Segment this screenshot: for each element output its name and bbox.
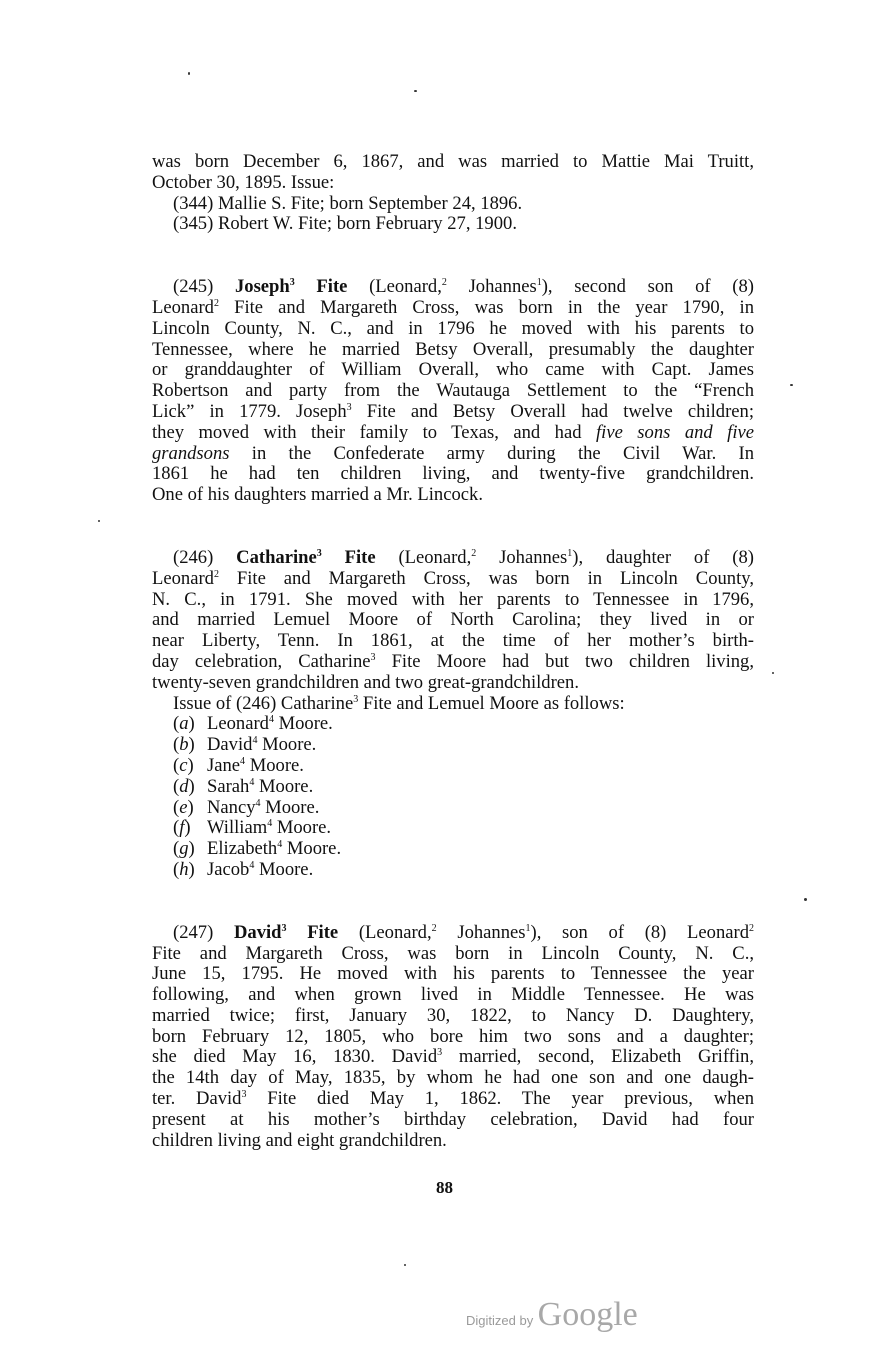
scan-speck: [98, 520, 100, 522]
text-line: near Liberty, Tenn. In 1861, at the time of her mother’s birth-: [152, 630, 754, 652]
text-line: 1861 he had ten children living, and twenty-five grandchildren.: [152, 463, 754, 485]
digitized-by-google-watermark: [466, 1296, 638, 1334]
child-item: (d) Sarah$^4$ Moore.: [173, 775, 314, 797]
child-item: (h) Jacob$^4$ Moore.: [173, 858, 314, 880]
entry-number: (245): [173, 276, 214, 298]
text-line: Tennessee, where he married Betsy Overall, presumably the daughter: [152, 338, 754, 360]
child-item: (c) Jane$^4$ Moore.: [173, 754, 304, 776]
children-list: [152, 714, 754, 880]
issue-number: (344): [173, 192, 214, 214]
text-line: day celebration, Catharine$^3$ Fite Moore had but two children living,: [152, 650, 754, 672]
intro-paragraph: [152, 152, 754, 235]
entry-heading-line: (247) David$^3$ Fite (Leonard,$^2$ Johannes$^1$), son of (8) Leonard$^2$: [173, 921, 754, 943]
child-item: (e) Nancy$^4$ Moore.: [173, 796, 320, 818]
entry-name: David$^3$ Fite: [233, 921, 339, 943]
entry-number: (247): [173, 921, 214, 943]
entry-name: Joseph$^3$ Fite: [234, 276, 348, 298]
scan-speck: [790, 384, 793, 386]
scan-speck: [414, 90, 417, 92]
child-item: (a) Leonard$^4$ Moore.: [173, 713, 333, 735]
text-line: October 30, 1895. Issue:: [152, 171, 335, 193]
issue-number: (345): [173, 213, 214, 235]
text-line: born February 12, 1805, who bore him two sons and a daughter;: [152, 1025, 754, 1047]
text-line: ter. David$^3$ Fite died May 1, 1862. The year previous, when: [152, 1088, 754, 1110]
scan-speck: [772, 672, 774, 674]
text-line: Lick” in 1779. Joseph$^3$ Fite and Betsy Overall had twelve children;: [152, 400, 754, 422]
text-line: twenty-seven grandchildren and two great-grandchildren.: [152, 671, 579, 693]
text-line: and married Lemuel Moore of North Carolina; they lived in or: [152, 609, 754, 631]
issue-item: [152, 214, 754, 235]
issue-text: Mallie S. Fite; born September 24, 1896.: [217, 192, 523, 214]
issue-intro: Issue of (246) Catharine$^3$ Fite and Lemuel Moore as follows:: [173, 692, 625, 714]
google-logo-text: Google: [537, 1296, 638, 1333]
entry-number: (246): [173, 546, 214, 568]
text-line: Lincoln County, N. C., and in 1796 he moved with his parents to: [152, 317, 754, 339]
text-line: N. C., in 1791. She moved with her parents to Tennessee in 1796,: [152, 588, 754, 610]
text-line: grandsons in the Confederate army during the Civil War. In: [152, 442, 754, 464]
text-line: she died May 16, 1830. David$^3$ married, second, Elizabeth Griffin,: [152, 1046, 754, 1068]
child-item: (f) William$^4$ Moore.: [173, 817, 332, 839]
text-line: June 15, 1795. He moved with his parents to Tennessee the year: [152, 963, 754, 985]
child-item: (b) David$^4$ Moore.: [173, 734, 317, 756]
entry-heading-line: (246) Catharine$^3$ Fite (Leonard,$^2$ Johannes$^1$), daughter of (8): [173, 546, 754, 568]
scan-speck: [404, 1264, 406, 1266]
issue-text: Robert W. Fite; born February 27, 1900.: [217, 213, 517, 235]
scan-speck: [188, 72, 190, 75]
entry-247: [152, 923, 754, 1152]
book-page-text: [152, 152, 754, 1151]
issue-item: [152, 194, 754, 215]
text-line: One of his daughters married a Mr. Lincock.: [152, 484, 483, 506]
text-line: Robertson and party from the Wautauga Settlement to the “French: [152, 380, 754, 402]
text-line: married twice; first, January 30, 1822, to Nancy D. Daughtery,: [152, 1004, 754, 1026]
text-line: they moved with their family to Texas, and had five sons and five: [152, 421, 755, 443]
text-line: present at his mother’s birthday celebration, David had four: [152, 1108, 754, 1130]
child-item: (g) Elizabeth$^4$ Moore.: [173, 838, 342, 860]
page-number: 88: [436, 1178, 453, 1197]
text-line: was born December 6, 1867, and was married to Mattie Mai Truitt,: [152, 151, 754, 172]
text-line: following, and when grown lived in Middle Tennessee. He was: [152, 984, 754, 1006]
scan-speck: [804, 898, 807, 901]
text-line: Fite and Margareth Cross, was born in Lincoln County, N. C.,: [152, 942, 754, 964]
text-line: Leonard$^2$ Fite and Margareth Cross, was born in the year 1790, in: [152, 296, 754, 318]
text-line: or granddaughter of William Overall, who came with Capt. James: [152, 359, 754, 381]
text-line: the 14th day of May, 1835, by whom he had one son and one daugh-: [152, 1067, 754, 1089]
text-line: children living and eight grandchildren.: [152, 1129, 447, 1151]
entry-246: [152, 548, 754, 881]
entry-name: Catharine$^3$ Fite: [236, 546, 376, 568]
watermark-prefix: Digitized by: [466, 1313, 534, 1328]
entry-heading-line: (245) Joseph$^3$ Fite (Leonard,$^2$ Johannes$^1$), second son of (8): [173, 276, 754, 298]
entry-245: [152, 277, 754, 506]
text-line: Leonard$^2$ Fite and Margareth Cross, was born in Lincoln County,: [152, 567, 754, 589]
